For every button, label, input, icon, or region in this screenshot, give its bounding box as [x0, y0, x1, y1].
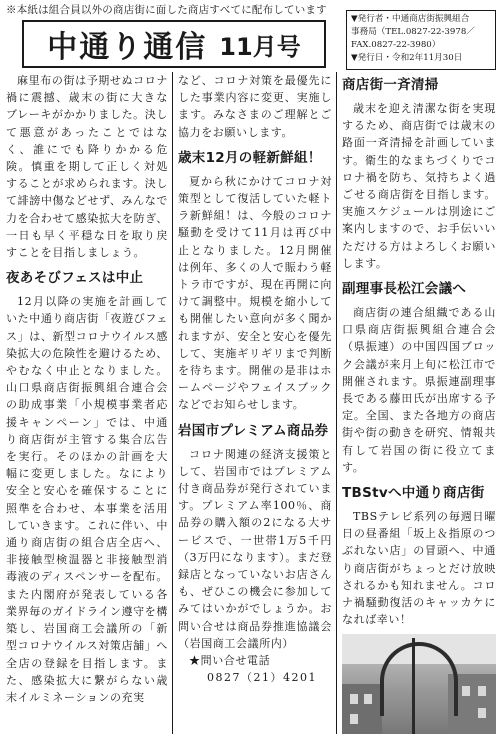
- article-heading: 副理事長松江会議へ: [342, 281, 467, 298]
- contact-phone: 0827（21）4201: [207, 671, 317, 685]
- article-body: 商店街の連合組織である山口県商店街振興組合連合会（県振連）の中国四国ブロック会議が来月上旬に松江市で開催されます。県振連副理事長である藤田氏が出席する予定。全国、また各地方の商店街や街の動きを研究、情報共有して岩国の街に役立てます。: [342, 306, 496, 474]
- shopping-street-photo: [342, 634, 496, 734]
- article-body: 12月以降の実施を計画していた中通り商店街「夜遊びフェス」は、新型コロナウイルス感染拡大の危険性を避けるため、やむなく中止となりました。山口県商店街振興組合連合会の助成事業「小規模事業者応援キャンペーン」では、中通り商店街が主管する集合広告を実行。そのほかの計画を大幅に変更しました。なにより安全と安心を確保することに照準を合わせ、本事業を活用していきます。これに伴い、中通り商店街の組合店全店へ、非接触型検温器と非接触型消毒液のディスペンサーを配布。また内閣府が発表している各業界毎のガイドライン遵守を構築し、岩国商工会議所の「新型コロナウイルス対策店舗」へ全店の登録を目指します。また、感染拡大に繋がらない歳末イルミネーションの充実: [6, 295, 168, 704]
- newsletter-title: 中通り通信: [47, 30, 208, 65]
- intro-paragraph: 麻里布の街は予期せぬコロナ禍に震撼、歳末の街に大きなブレーキがかかりました。決して悪意があったことではなく、誰にでも降りかかる危険。慎重を期して正しく対処することが求められます。決して誹謗中傷などせず、みんなで力を合わせて感染拡大を防ぎ、一日も早く平穏な日を取り戻すことを目指しましょう。: [6, 74, 168, 260]
- article-body: TBSテレビ系列の毎週日曜日の昼番組「坂上＆指原のつぶれない店」の冒頭へ、中通り商店街がちょっとだけ放映されるかも知れません。コロナ禍騒動復活のキャッカケになれば幸い！: [342, 510, 496, 627]
- column-divider: [172, 72, 173, 734]
- article-body: など、コロナ対策を最優先にした事業内容に変更、実施します。みなさまのご理解とご協力をお願いします。: [178, 74, 332, 139]
- contact-label: ★問い合せ電話: [189, 654, 271, 668]
- article-heading: 岩国市プレミアム商品券: [178, 422, 329, 439]
- issue-label: 11月号: [219, 32, 301, 61]
- article-heading: 商店街一斉清掃: [342, 77, 439, 93]
- distribution-notice: ※本紙は組合員以外の商店街に面した商店すべてに配布しています: [6, 4, 327, 16]
- column-2: [178, 72, 332, 734]
- newsletter-masthead: [22, 20, 326, 68]
- column-3: [342, 72, 496, 734]
- article-heading: TBStvへ中通り商店街: [342, 485, 485, 502]
- article-heading: 歳末12月の軽新鮮組！: [178, 149, 322, 166]
- publisher-box: [346, 10, 496, 70]
- article-body: 歳末を迎え清潔な街を実現するため、商店街では歳末の路面一斉清掃を計画しています。衛生的なまちづくりでコロナ禍を防ち、気持ちよく過ごせる商店街を目指します。実施スケジュールは別途にご案内しますので、お手伝いいただける方はよろしくお願いします。: [342, 102, 496, 270]
- column-divider: [336, 72, 337, 734]
- article-heading: 夜あそびフェスは中止: [6, 270, 144, 287]
- publisher-line: FAX.0827-22-3980）: [351, 40, 441, 50]
- article-body: コロナ関連の経済支援策として、岩国市ではプレミアム付き商品券が発行されています。プレミアム率100％、商品券の購入額の2になる大サービスで、一世帯1万5千円（3万円になります）。まだ登録店となっていないお店さんも、ぜひこの機会に参加してみてはいかがでしょうか。お問い合せは商品券推進協議会（岩国商工会議所内）: [178, 447, 332, 650]
- publisher-line: ▼発行者・中通商店街振興組合: [351, 14, 470, 24]
- publication-date: ▼発行日・令和2年11月30日: [351, 53, 463, 63]
- publisher-line: 事務局（TEL.0827-22-3978／: [351, 27, 475, 37]
- column-1: [6, 72, 168, 734]
- article-body: 夏から秋にかけてコロナ対策型として復活していた軽トラ新鮮組！は、今般のコロナ騒動を受けて11月は再び中止となりました。12月開催は例年、多くの人で賑わう軽トラ市ですが、現在再開に向けて調整中。規模を縮小しても開催したい意向が多く聞かれますが、安全と安心を優先して、実施ギリギリまで判断を待ちます。開催の是非はホームページやフェイスブックなどでお知らせします。: [178, 174, 332, 412]
